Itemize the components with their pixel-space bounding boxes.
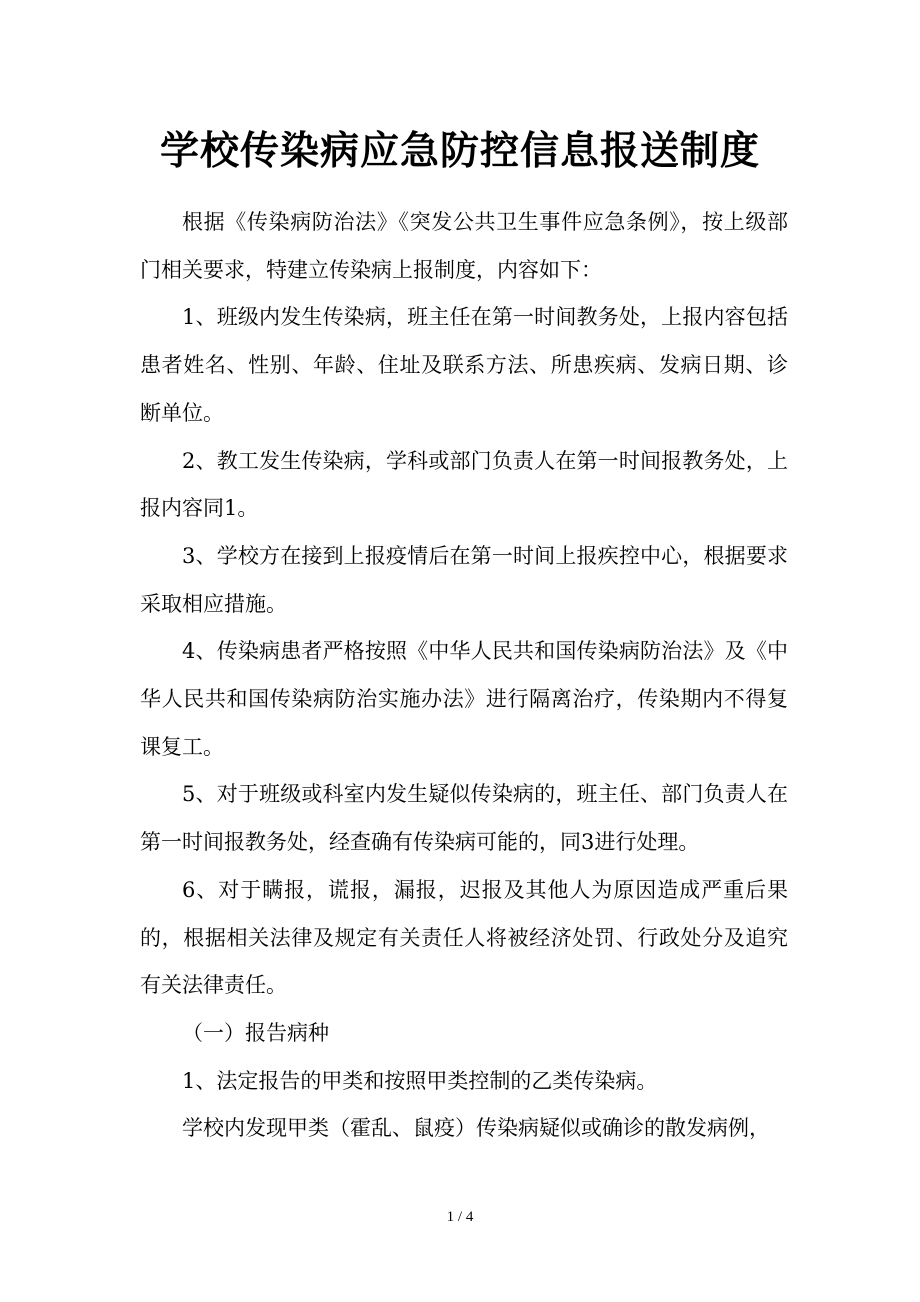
paragraph-item-1: 1、班级内发生传染病，班主任在第一时间教务处，上报内容包括患者姓名、性别、年龄、住址及联系方法、所患疾病、发病日期、诊断单位。 (140, 305, 788, 425)
paragraph-item-6: 6、对于瞒报，谎报，漏报，迟报及其他人为原因造成严重后果的，根据相关法律及规定有关责任人将被经济处罚、行政处分及追究有关法律责任。 (140, 877, 788, 998)
document-body (140, 199, 788, 1153)
paragraph-item-2: 2、教工发生传染病，学科或部门负责人在第一时间报教务处，上报内容同1。 (140, 448, 788, 521)
document-title: 学校传染病应急防控信息报送制度 (159, 129, 760, 174)
paragraph-disease-class: 1、法定报告的甲类和按照甲类控制的乙类传染病。 (182, 1068, 658, 1093)
page-number: 1 / 4 (446, 1209, 474, 1225)
paragraph-intro: 根据《传染病防治法》《突发公共卫生事件应急条例》，按上级部门相关要求，特建立传染病上报制度，内容如下： (140, 210, 788, 282)
paragraph-school-cases: 学校内发现甲类（霍乱、鼠疫）传染病疑似或确诊的散发病例， (182, 1116, 770, 1141)
section-heading-report-diseases: （一）报告病种 (182, 1020, 329, 1045)
paragraph-item-5: 5、对于班级或科室内发生疑似传染病的，班主任、部门负责人在第一时间报教务处，经查确有传染病可能的，同3进行处理。 (140, 782, 788, 855)
paragraph-item-4: 4、传染病患者严格按照《中华人民共和国传染病防治法》及《中华人民共和国传染病防治实施办法》进行隔离治疗，传染期内不得复课复工。 (140, 639, 788, 759)
paragraph-item-3: 3、学校方在接到上报疫情后在第一时间上报疾控中心，根据要求采取相应措施。 (140, 543, 788, 616)
